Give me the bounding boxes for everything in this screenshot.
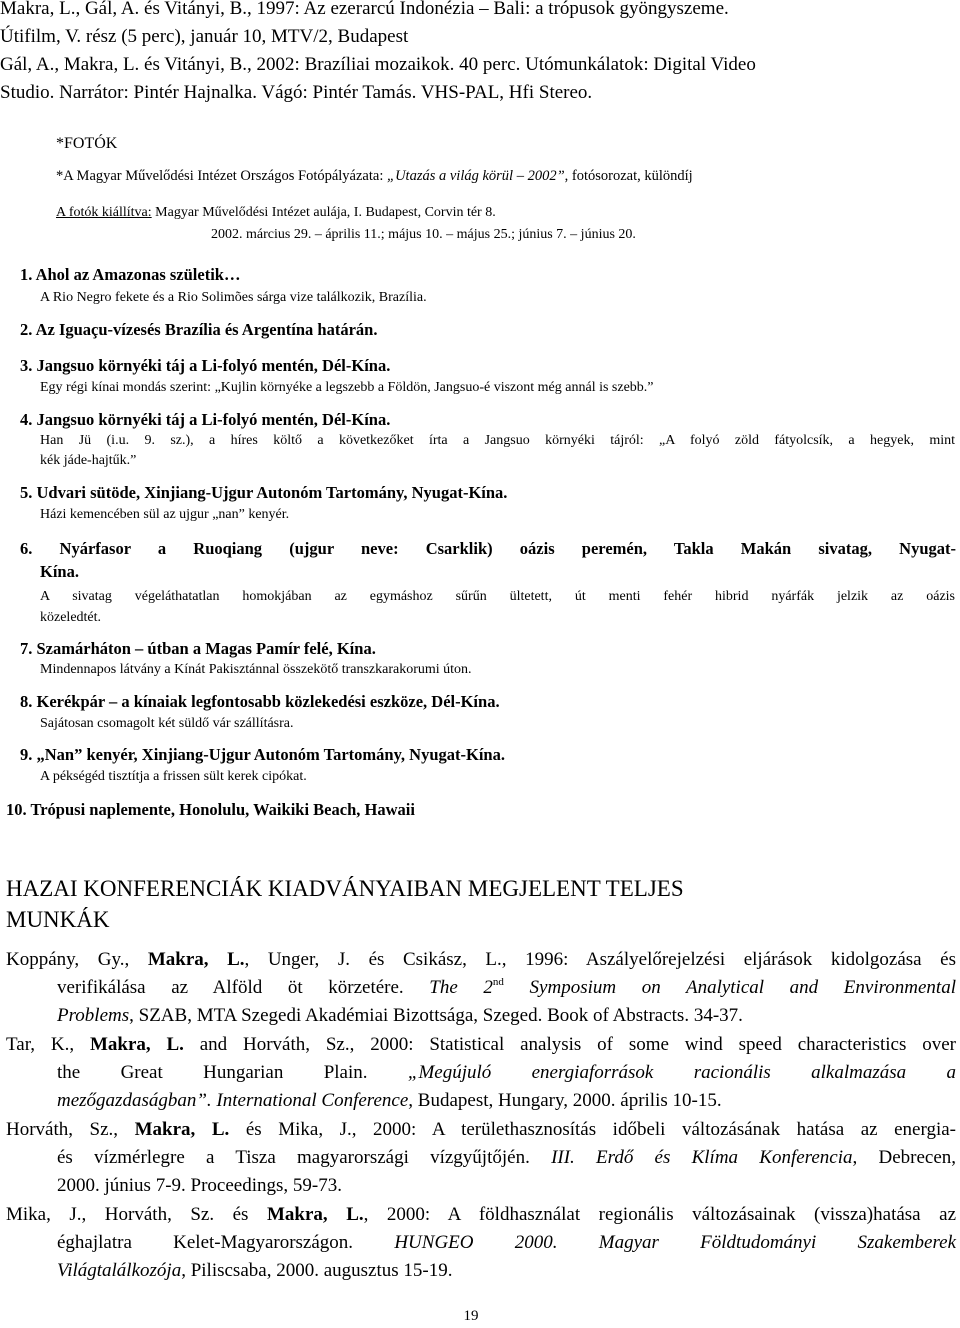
film-entry-line: Studio. Narrátor: Pintér Hajnalka. Vágó: Pintér Tamás. VHS-PAL, Hfi Stereo. <box>0 82 593 103</box>
photo-title-7: 7. Szamárháton – útban a Magas Pamír felé, Kína. <box>20 639 376 658</box>
author-highlight: Makra, L. <box>134 1119 230 1140</box>
photo-title-6: Kína. <box>40 562 79 581</box>
film-entry-brazil <box>0 51 956 107</box>
page-number: 19 <box>463 1308 479 1324</box>
film-entry-line: Makra, L., Gál, A. és Vitányi, B., 1997: Az ezerarcú Indonézia – Bali: a trópusok gyöngyszeme. <box>0 0 729 19</box>
photo-title-6: 6. Nyárfasor a Ruoqiang (ujgur neve: Csarklik) oázis peremén, Takla Makán sivatag, Nyugat- <box>20 539 956 558</box>
photo-desc-4: Han Jü (i.u. 9. sz.), a híres költő a következőket írta a Jangsuo környéki tájról: „A folyó zöld fátyolcsík, a hegyek, mint <box>40 433 955 448</box>
photo-desc-7: Mindennapos látvány a Kínát Pakisztánnal összekötő transzkarakorumi úton. <box>40 662 472 677</box>
reference-3: Horváth, Sz., Makra, L. és Mika, J., 2000: A területhasznosítás időbeli változásának hatása az energia- és vízmérlegre a Tisza magyarországi vízgyűjtőjén. III. Erdő és Klíma Konferencia, Debrecen, 2000. június 7-9. Proceedings, 59-73. <box>6 1119 957 1196</box>
reference-2: Tar, K., Makra, L. and Horváth, Sz., 2000: Statistical analysis of some wind speed characteristics over the Great Hungarian Plain. „Megújuló energiaforrások racionális alkalmazása a mezőgazdaságban”. International Conference, Budapest, Hungary, 2000. április 10-15. <box>6 1034 957 1111</box>
photo-desc-3: Egy régi kínai mondás szerint: „Kujlin környéke a legszebb a Földön, Jangsuo-é viszont még annál is szebb.” <box>40 380 654 395</box>
section-heading: HAZAI KONFERENCIÁK KIADVÁNYAIBAN MEGJELENT TELJES <box>6 876 684 901</box>
author-highlight: Makra, L. <box>147 949 245 970</box>
exhibition-info: A fotók kiállítva: Magyar Művelődési Intézet aulája, I. Budapest, Corvin tér 8. <box>56 205 496 220</box>
photo-desc-1: A Rio Negro fekete és a Rio Solimões sárga vize találkozik, Brazília. <box>40 290 427 305</box>
exhibition-label: A fotók kiállítva: <box>56 205 152 220</box>
author-highlight: Makra, L. <box>89 1034 184 1055</box>
photo-title-4: 4. Jangsuo környéki táj a Li-folyó mentén, Dél-Kína. <box>20 410 391 429</box>
photo-title-10: 10. Trópusi naplemente, Honolulu, Waikiki Beach, Hawaii <box>6 800 415 819</box>
exhibition-dates: 2002. március 29. – április 11.; május 10. – május 25.; június 7. – június 20. <box>211 227 636 242</box>
photo-award: *A Magyar Művelődési Intézet Országos Fotópályázata: „Utazás a világ körül – 2002”, fotósorozat, különdíj <box>56 168 693 184</box>
author-highlight: Makra, L. <box>266 1204 364 1225</box>
photo-title-8: 8. Kerékpár – a kínaiak legfontosabb közlekedési eszköze, Dél-Kína. <box>20 692 500 711</box>
reference-4: Mika, J., Horváth, Sz. és Makra, L., 2000: A földhasználat regionális változásainak (vissza)hatása az éghajlatra Kelet-Magyarországon. HUNGEO 2000. Magyar Földtudományi Szakemberek Világtalálkozója, Piliscsaba, 2000. augusztus 15-19. <box>6 1204 957 1281</box>
photo-desc-9: A pékségéd tisztítja a frissen sült kerek cipókat. <box>40 769 307 784</box>
section-heading: MUNKÁK <box>6 907 110 932</box>
photo-desc-6: közeledtét. <box>40 610 102 625</box>
photo-desc-8: Sajátosan csomagolt két süldő vár szállításra. <box>40 716 294 731</box>
photo-title-3: 3. Jangsuo környéki táj a Li-folyó mentén, Dél-Kína. <box>20 356 391 375</box>
photo-title-9: 9. „Nan” kenyér, Xinjiang-Ujgur Autonóm Tartomány, Nyugat-Kína. <box>20 745 505 764</box>
film-entry-line: Gál, A., Makra, L. és Vitányi, B., 2002: Brazíliai mozaikok. 40 perc. Utómunkálatok: Digital Video <box>0 54 756 75</box>
film-entry-line: Útifilm, V. rész (5 perc), január 10, MTV/2, Budapest <box>0 26 409 47</box>
film-entry-bali <box>0 0 956 51</box>
photo-title-5: 5. Udvari sütöde, Xinjiang-Ujgur Autonóm Tartomány, Nyugat-Kína. <box>20 483 508 502</box>
photo-desc-6: A sivatag végeláthatatlan homokjában az egymáshoz sűrűn ültetett, út menti fehér hibrid nyárfák jelzik az oázis <box>40 589 955 604</box>
photo-title-2: 2. Az Iguaçu-vízesés Brazília és Argentína határán. <box>20 320 378 339</box>
reference-1: Koppány, Gy., Makra, L., Unger, J. és Csikász, L., 1996: Aszályelőrejelzési eljárások kidolgozása és verifikálása az Alföld öt körzetére. The 2nd Symposium on Analytical and Environmental Problems, SZAB, MTA Szegedi Akadémiai Bizottsága, Szeged. Book of Abstracts. 34-37. <box>6 949 956 1026</box>
photo-desc-4: kék jáde-hajtűk.” <box>40 453 137 468</box>
photos-heading: *FOTÓK <box>56 135 118 152</box>
photo-title-1: 1. Ahol az Amazonas születik… <box>20 265 241 284</box>
award-title: „Utazás a világ körül – 2002” <box>387 168 565 184</box>
photo-desc-5: Házi kemencében sül az ujgur „nan” kenyér. <box>40 507 290 522</box>
